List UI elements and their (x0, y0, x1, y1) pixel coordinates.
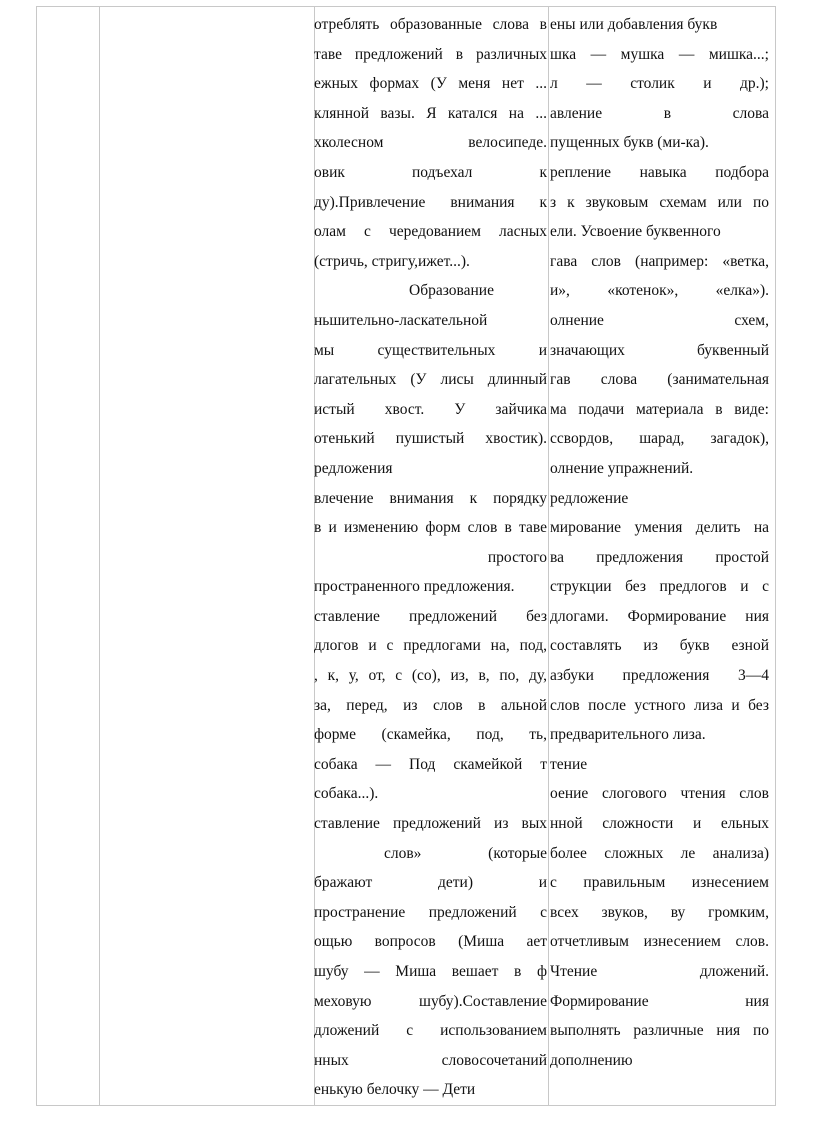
col4-line: нной сложности и ельных (550, 815, 769, 833)
col3-line: пространение предложений с (314, 903, 547, 921)
col3-line: отенький пушистый хвостик). (314, 430, 547, 448)
col4-line: дополнению (550, 1051, 633, 1069)
col3-line: слов» (которые (384, 844, 547, 862)
col3-line: ду).Привлечение внимания к (314, 193, 547, 211)
col3-line: таве предложений в различных (314, 45, 547, 63)
col3-line: отреблять образованные слова в (314, 16, 547, 33)
col3-line: ставление предложений без (314, 607, 547, 625)
col3-line: ставление предложений из вых (314, 815, 547, 833)
col4-line: Формирование ния (550, 992, 769, 1010)
col3-line: за, перед, из слов в альной (314, 696, 547, 714)
col4-line: азбуки предложения 3—4 (550, 667, 769, 685)
column-divider-3 (548, 6, 549, 1106)
col3-line: форме (скамейка, под, ть, (314, 726, 547, 744)
col4-line: гава слов (например: «ветка, (550, 252, 769, 270)
col3-line: нных словосочетаний (314, 1051, 547, 1069)
col3-line: шубу — Миша вешает в ф (314, 963, 547, 980)
col3-line: енькую белочку — Дети (314, 1081, 476, 1098)
col3-line: собака — Под скамейкой т (314, 755, 547, 773)
col4-line: и», «котенок», «елка»). (550, 282, 769, 300)
col3-line: простого (487, 548, 547, 566)
column-4-text (550, 6, 769, 1098)
col3-line: дложений с использованием (314, 1022, 547, 1040)
col4-line: оение слогового чтения слов (550, 785, 769, 803)
col3-line: олам с чередованием ласных (314, 223, 547, 241)
col3-line: Образование (409, 282, 494, 300)
col4-line: редложение (550, 489, 629, 507)
column-3-text (314, 6, 547, 1098)
col4-line: с правильным изнесением (550, 874, 769, 892)
col4-line: з к звуковым схемам или по (550, 193, 769, 211)
col4-line: олнение упражнений. (550, 459, 694, 477)
col4-line: всех звуков, ву громким, (550, 903, 769, 921)
col3-line: клянной вазы. Я катался на ... (314, 104, 547, 122)
col4-line: л — столик и др.); (550, 75, 769, 93)
col3-line: бражают дети) и (314, 874, 547, 892)
col4-line: слов после устного лиза и без (550, 696, 769, 714)
col3-line: овик подъехал к (314, 163, 547, 181)
col4-line: ссвордов, шарад, загадок), (550, 430, 769, 448)
col3-line: редложения (314, 459, 393, 477)
col3-line: (стричь, стригу,ижет...). (314, 252, 470, 270)
col4-line: более сложных ле анализа) (550, 844, 769, 862)
col3-line: длогов и с предлогами на, под, (314, 637, 547, 655)
col4-line: составлять из букв езной (550, 637, 769, 655)
col4-line: тение (550, 755, 588, 773)
col3-line: ежных формах (У меня нет ... (314, 75, 547, 93)
col4-line: ва предложения простой (550, 548, 769, 566)
col3-line: в и изменению форм слов в таве (314, 519, 547, 537)
col3-line: влечение внимания к порядку (314, 489, 547, 507)
col3-line: хколесном велосипеде. (314, 134, 547, 152)
col3-line: собака...). (314, 785, 379, 803)
col4-line: репление навыка подбора (550, 163, 769, 181)
col3-line: , к, у, от, с (со), из, в, по, ду, (314, 667, 547, 685)
col4-line: ма подачи материала в виде: (550, 400, 769, 418)
col4-line: выполнять различные ния по (550, 1022, 769, 1040)
col4-line: предварительного лиза. (550, 726, 706, 744)
col4-line: струкции без предлогов и с (550, 578, 769, 596)
col3-line: меховую шубу).Составление (314, 992, 547, 1010)
col4-line: отчетливым изнесением слов. (550, 933, 769, 951)
col4-line: длогами. Формирование ния (550, 607, 769, 625)
col4-line: Чтение дложений. (550, 963, 769, 980)
col3-line: ощью вопросов (Миша ает (314, 933, 547, 951)
col4-line: олнение схем, (550, 311, 769, 329)
col3-line: мы существительных и (314, 341, 547, 359)
col3-line: ньшительно-ласкательной (314, 311, 488, 329)
col3-line: истый хвост. У зайчика (314, 400, 547, 418)
col4-line: авление в слова (550, 104, 769, 122)
col3-line: лагательных (У лисы длинный (314, 371, 547, 389)
col4-line: мирование умения делить на (550, 519, 769, 537)
col4-line: ены или добавления букв (550, 16, 718, 33)
col4-line: значающих буквенный (550, 341, 769, 359)
col4-line: пущенных букв (ми-ка). (550, 134, 709, 152)
col3-line: пространенного предложения. (314, 578, 515, 596)
col4-line: шка — мушка — мишка...; (550, 45, 769, 63)
col4-line: ели. Усвоение буквенного (550, 223, 721, 241)
column-divider-1 (99, 6, 100, 1106)
col4-line: гав слова (занимательная (550, 371, 769, 389)
